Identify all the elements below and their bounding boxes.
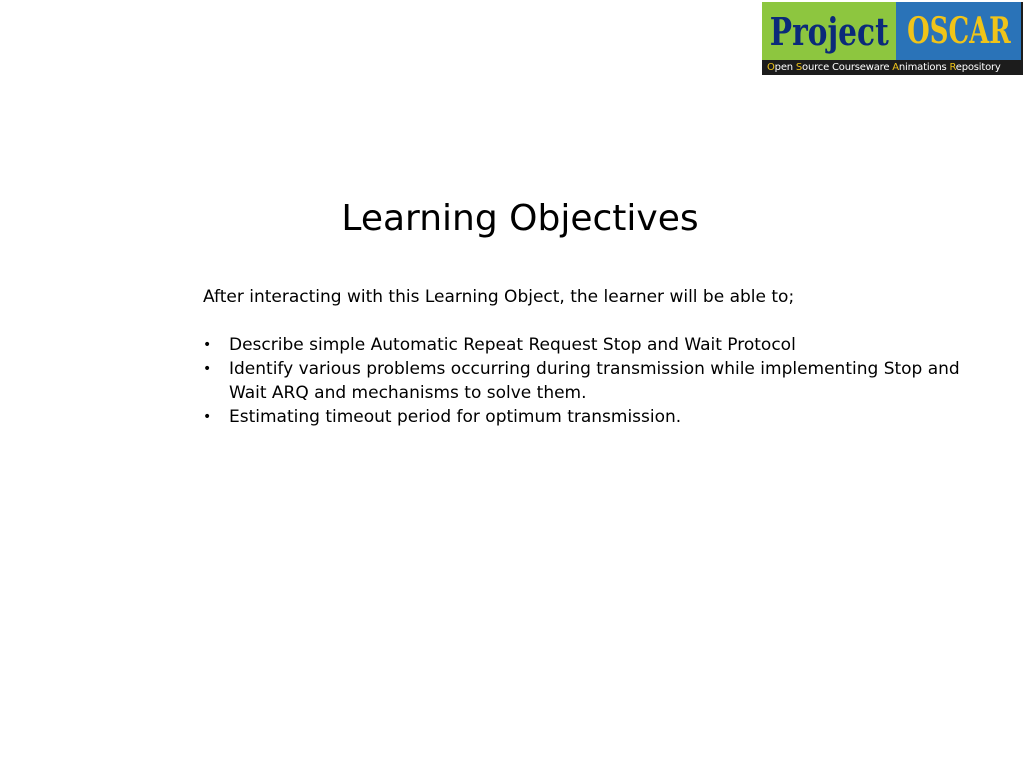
slide-content [203,285,963,429]
intro-text: After interacting with this Learning Object, the learner will be able to; [203,287,795,307]
logo-oscar-block [896,2,1021,60]
logo-project-block [762,2,896,60]
bullet-icon: • [203,409,212,425]
logo-tagline-part: O [767,62,775,73]
objective-item [203,357,963,405]
objectives-list [203,333,963,429]
objective-text: Describe simple Automatic Repeat Request Stop and Wait Protocol [229,335,796,355]
logo-tagline-part: S [795,62,803,73]
project-oscar-logo [762,2,1023,75]
logo-tagline-part: epository [955,62,1001,73]
logo-tagline-part: nimations [898,62,950,73]
bullet-icon: • [203,337,212,353]
objective-item [203,333,963,357]
logo-oscar-text: OSCAR [906,10,1011,52]
logo-tagline-part: A [892,62,899,73]
objective-item [203,405,963,429]
bullet-icon: • [203,361,212,377]
logo-tagline [763,61,1022,74]
objective-text: Identify various problems occurring during transmission while implementing Stop and Wait ARQ and mechanisms to solve them. [229,359,960,403]
logo-project-text: Project [769,8,889,54]
logo-tagline-part: R [949,62,956,73]
logo-tagline-part: pen [774,62,796,73]
objective-text: Estimating timeout period for optimum transmission. [229,407,682,427]
logo-tagline-part: ource Courseware [802,62,893,73]
slide-title: Learning Objectives [341,198,699,239]
